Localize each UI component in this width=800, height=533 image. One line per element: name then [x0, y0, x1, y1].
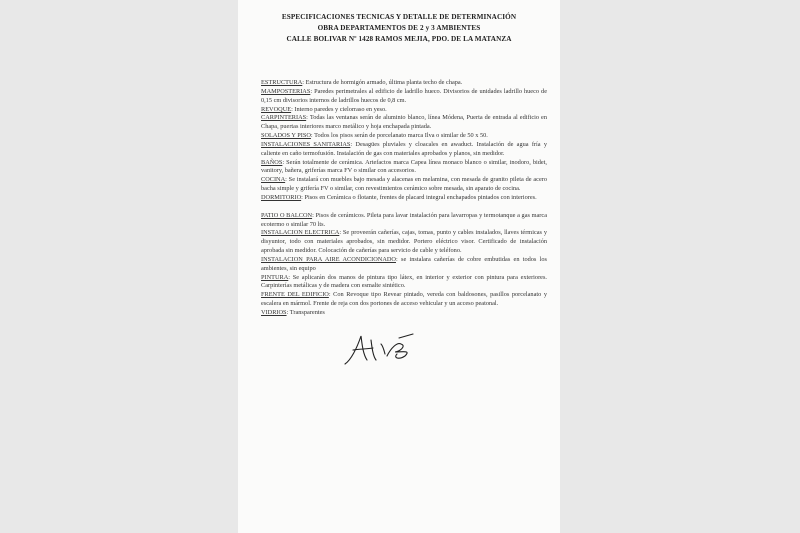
section-mamposterias — [261, 88, 547, 106]
section-revoque — [261, 106, 547, 115]
document-page — [238, 0, 560, 533]
section-label: COCINA — [261, 176, 286, 184]
section-instalaciones-sanitarias — [261, 141, 547, 159]
section-label: INSTALACION PARA AIRE ACONDICIONADO — [261, 255, 396, 263]
section-label: INSTALACION ELECTRICA — [261, 229, 340, 237]
title-line-3: CALLE BOLIVAR Nº 1428 RAMOS MEJIA, PDO. DE LA MATANZA — [286, 35, 512, 43]
document-title — [238, 12, 560, 45]
section-text: : Se aplicarán dos manos de pintura tipo látex, en interior y exterior con pintura para exteriores. Carpinterías metálicas y de madera con esmalte sintético. — [261, 273, 547, 290]
section-text: : Serán totalmente de cerámica. Artefactos marca Capea línea monaco blanco o similar, inodoro, bidet, vanitory, bañera, griferías marca FV o similar con accesorios. — [261, 158, 547, 175]
section-estructura — [261, 79, 547, 88]
section-label: BAÑOS — [261, 158, 283, 166]
section-text: : Se instalará con muebles bajo mesada y alacenas en melamina, con mesada de granito pileta de acero bacha simple y grifería FV o similar, con revestimientos cerámico sobre mesada, sin aparato de cocina. — [261, 176, 547, 193]
section-text: : Pisos en Cerámica o flotante, frentes de placard integral enchapados pintados con interiores. — [301, 193, 537, 201]
section-text: : Paredes perimetrales al edificio de ladrillo hueco. Divisorios de unidades ladrillo hueco de 0,15 cm divisorios internos de ladrillos huecos de 0,8 cm. — [261, 87, 547, 104]
title-line-2: OBRA DEPARTAMENTOS DE 2 y 3 AMBIENTES — [317, 24, 481, 32]
section-dormitorio — [261, 194, 547, 203]
section-text: : Transparentes — [286, 308, 325, 316]
section-patio — [261, 212, 547, 230]
section-label: CARPINTERIAS — [261, 114, 307, 122]
title-line-1: ESPECIFICACIONES TECNICAS Y DETALLE DE DETERMINACIÓN — [281, 13, 517, 21]
section-label: INSTALACIONES SANITARIAS — [261, 140, 351, 148]
section-text: : se instalara cañerías de cobre embutidas en todos los ambientes, sin equipo — [261, 255, 547, 272]
section-instalacion-electrica — [261, 229, 547, 256]
section-label: SOLADOS Y PISO — [261, 132, 311, 140]
section-text: : Estructura de hormigón armado, última planta techo de chapa. — [302, 79, 463, 86]
section-frente — [261, 291, 547, 309]
section-label: REVOQUE — [261, 105, 292, 113]
section-label: DORMITORIO — [261, 193, 302, 201]
section-label: VIDRIOS — [261, 308, 287, 316]
section-solados — [261, 132, 547, 141]
section-banos — [261, 159, 547, 177]
section-text: : Pisos de cerámicos. Pileta para lavar instalación para lavarropas y termotanque a gas marca ecotermo o similar 70 lts. — [261, 211, 547, 228]
section-label: PINTURA — [261, 273, 289, 281]
section-aire-acondicionado — [261, 256, 547, 274]
section-text: : Se proveerán cañerías, cajas, tomas, punto y cables instalados, llaves térmicas y disyuntor, todo con materiales aprobados, sin medidor. Portero eléctrico visor. Certificado de instalación aprobada sin medidor. Colocación de cañerías para servicio de cable y teléfono. — [261, 229, 547, 255]
section-text: : Desagües pluviales y cloacales en awaduct. Instalación de agua fría y caliente en caño termofusión. Instalación de gas con materiales aprobados y planos, sin medidor. — [261, 140, 547, 157]
section-text: : Todos los pisos serán de porcelanato marca Ilva o similar de 50 x 50. — [310, 132, 488, 140]
handwritten-signature — [341, 330, 431, 366]
section-text: : Todas las ventanas serán de aluminio blanco, línea Módena, Puerta de entrada al edificio en Chapa, puertas interiores marco metálico y hoja enchapada pintada. — [261, 114, 547, 131]
section-label: ESTRUCTURA — [261, 79, 303, 86]
specifications-body — [261, 79, 547, 318]
section-label: MAMPOSTERIAS — [261, 87, 311, 95]
section-carpinterias — [261, 114, 547, 132]
section-label: PATIO O BALCON — [261, 211, 313, 219]
section-label: FRENTE DEL EDIFICIO — [261, 291, 329, 299]
section-pintura — [261, 274, 547, 292]
section-text: : Interno paredes y cielorraso en yeso. — [291, 105, 387, 113]
section-cocina — [261, 176, 547, 194]
section-vidrios — [261, 309, 547, 318]
section-text: : Con Revoque tipo Revear pintado, vereda con baldosones, pasillos porcelanato y escalera en mármol. Frente de reja con dos portones de acceso vehicular y un acceso peatonal. — [261, 291, 547, 308]
